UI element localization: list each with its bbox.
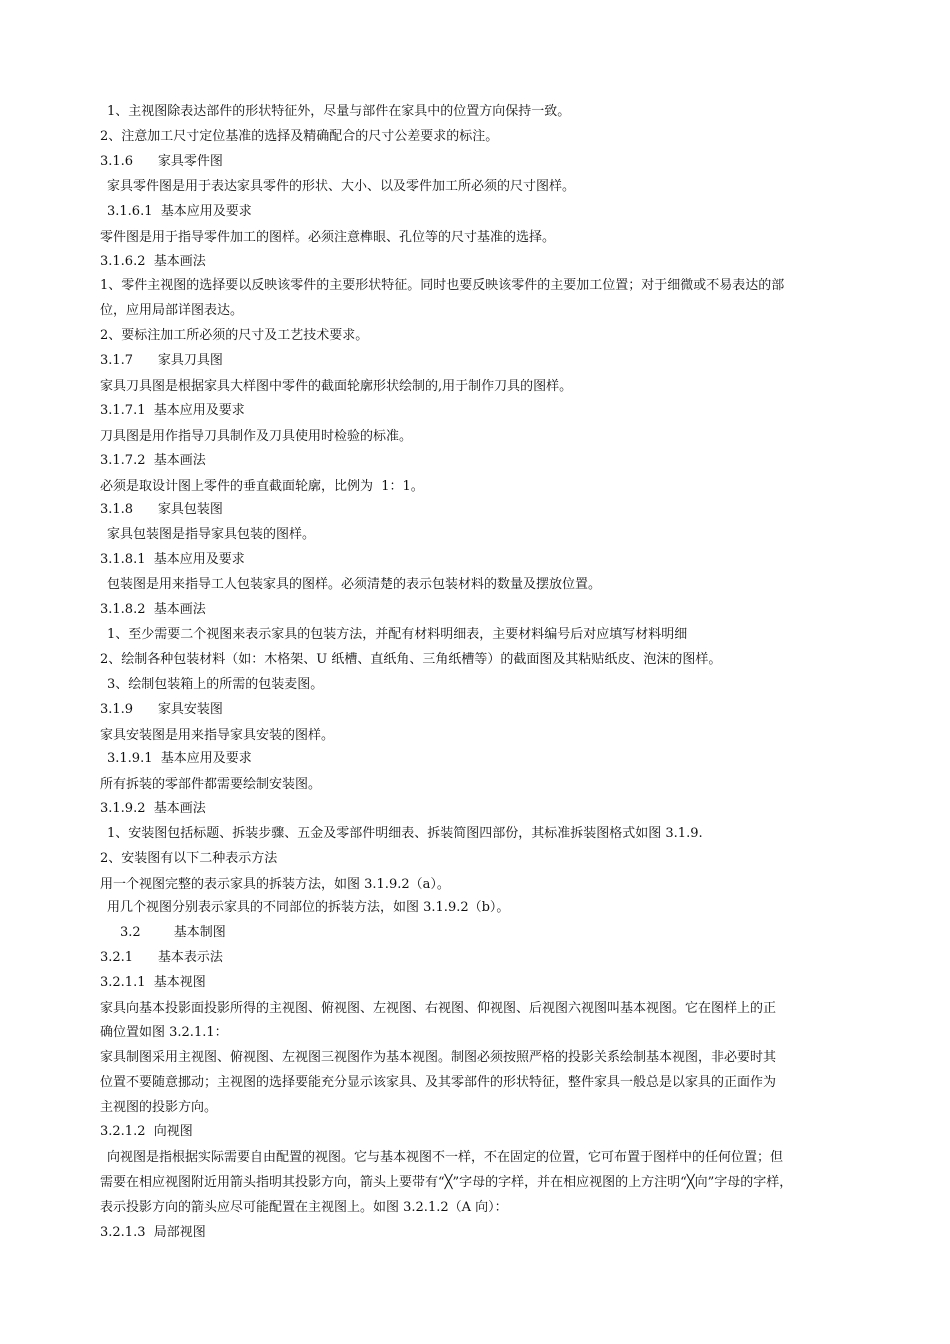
section-heading bbox=[0, 700, 950, 720]
line-text: 3、绘制包装箱上的所需的包装麦图。 bbox=[107, 677, 324, 692]
subsection-heading bbox=[0, 202, 950, 222]
subsection-heading bbox=[0, 1223, 950, 1243]
line-text: 位，应用局部详图表达。 bbox=[100, 303, 244, 318]
line-text: 3.1.6.2 基本画法 bbox=[100, 254, 206, 269]
subsection-heading bbox=[0, 749, 950, 769]
text-line bbox=[0, 1023, 950, 1043]
line-text: 3.1.6 家具零件图 bbox=[100, 154, 223, 169]
text-line bbox=[0, 1173, 950, 1193]
text-line bbox=[0, 824, 950, 844]
subsection-heading bbox=[0, 973, 950, 993]
text-line bbox=[0, 525, 950, 545]
text-line bbox=[0, 228, 950, 248]
line-text: 3.1.8.2 基本画法 bbox=[100, 602, 206, 617]
line-text: 刀具图是用作指导刀具制作及刀具使用时检验的标准。 bbox=[100, 429, 413, 444]
line-text: 1、主视图除表达部件的形状特征外，尽量与部件在家具中的位置方向保持一致。 bbox=[107, 104, 571, 119]
line-text: 3.1.8.1 基本应用及要求 bbox=[100, 552, 245, 567]
subsection-heading bbox=[0, 550, 950, 570]
text-line bbox=[0, 127, 950, 147]
line-text: 家具刀具图是根据家具大样图中零件的截面轮廓形状绘制的,用于制作刀具的图样。 bbox=[100, 379, 573, 394]
line-text: 家具制图采用主视图、俯视图、左视图三视图作为基本视图。制图必须按照严格的投影关系绘制基本视图，非必要时其 bbox=[100, 1050, 777, 1065]
line-text: 用几个视图分别表示家具的不同部位的拆装方法，如图 3.1.9.2（b）。 bbox=[107, 900, 510, 915]
text-line bbox=[0, 427, 950, 447]
text-line bbox=[0, 575, 950, 595]
line-text: 表示投影方向的箭头应尽可能配置在主视图上。如图 3.2.1.2（A 向）： bbox=[100, 1200, 508, 1215]
subsection-heading bbox=[0, 1122, 950, 1142]
text-line bbox=[0, 326, 950, 346]
section-heading bbox=[0, 152, 950, 172]
line-text: 家具包装图是指导家具包装的图样。 bbox=[107, 527, 316, 542]
line-text: 3.1.9 家具安装图 bbox=[100, 702, 223, 717]
text-line bbox=[0, 999, 950, 1019]
line-text: 需要在相应视图附近用箭头指明其投影方向，箭头上要带有“╳”字母的字样，并在相应视图的上方注明“╳向”字母的字样， bbox=[100, 1175, 793, 1190]
subsection-heading bbox=[0, 600, 950, 620]
section-heading bbox=[0, 500, 950, 520]
text-line bbox=[0, 775, 950, 795]
section-heading bbox=[0, 923, 950, 943]
text-line bbox=[0, 849, 950, 869]
line-text: 3.1.6.1 基本应用及要求 bbox=[107, 204, 252, 219]
text-line bbox=[0, 675, 950, 695]
line-text: 家具零件图是用于表达家具零件的形状、大小、以及零件加工所必须的尺寸图样。 bbox=[107, 179, 576, 194]
line-text: 2、注意加工尺寸定位基准的选择及精确配合的尺寸公差要求的标注。 bbox=[100, 129, 499, 144]
text-line bbox=[0, 1148, 950, 1168]
line-text: 3.1.7.2 基本画法 bbox=[100, 453, 206, 468]
line-text: 1、安装图包括标题、拆装步骤、五金及零部件明细表、拆装简图四部份，其标准拆装图格式如图 3.1.9. bbox=[107, 826, 703, 841]
line-text: 所有拆装的零部件都需要绘制安装图。 bbox=[100, 777, 322, 792]
line-text: 零件图是用于指导零件加工的图样。必须注意榫眼、孔位等的尺寸基准的选择。 bbox=[100, 230, 556, 245]
line-text: 3.1.7 家具刀具图 bbox=[100, 353, 223, 368]
text-line bbox=[0, 276, 950, 296]
line-text: 2、绘制各种包装材料（如：木格架、U 纸槽、直纸角、三角纸槽等）的截面图及其粘贴纸皮、泡沫的图样。 bbox=[100, 652, 722, 667]
text-line bbox=[0, 1073, 950, 1093]
line-text: 1、零件主视图的选择要以反映该零件的主要形状特征。同时也要反映该零件的主要加工位置；对于细微或不易表达的部 bbox=[100, 278, 785, 293]
line-text: 3.2.1.2 向视图 bbox=[100, 1124, 193, 1139]
line-text: 用一个视图完整的表示家具的拆装方法，如图 3.1.9.2（a）。 bbox=[100, 877, 450, 892]
line-text: 向视图是指根据实际需要自由配置的视图。它与基本视图不一样，不在固定的位置，它可布置于图样中的任何位置；但 bbox=[107, 1150, 784, 1165]
line-text: 3.2.1.3 局部视图 bbox=[100, 1225, 206, 1240]
subsection-heading bbox=[0, 799, 950, 819]
line-text: 2、安装图有以下二种表示方法 bbox=[100, 851, 278, 866]
text-line bbox=[0, 477, 950, 497]
text-line bbox=[0, 875, 950, 895]
line-text: 家具安装图是用来指导家具安装的图样。 bbox=[100, 728, 335, 743]
subsection-heading bbox=[0, 401, 950, 421]
text-line bbox=[0, 1198, 950, 1218]
text-line bbox=[0, 898, 950, 918]
line-text: 1、至少需要二个视图来表示家具的包装方法，并配有材料明细表，主要材料编号后对应填写材料明细 bbox=[107, 627, 688, 642]
line-text: 3.2.1.1 基本视图 bbox=[100, 975, 206, 990]
section-heading bbox=[0, 948, 950, 968]
subsection-heading bbox=[0, 451, 950, 471]
text-line bbox=[0, 377, 950, 397]
line-text: 3.1.9.1 基本应用及要求 bbox=[107, 751, 252, 766]
line-text: 3.1.8 家具包装图 bbox=[100, 502, 223, 517]
line-text: 确位置如图 3.2.1.1： bbox=[100, 1025, 228, 1040]
line-text: 位置不要随意挪动；主视图的选择要能充分显示该家具、及其零部件的形状特征，整件家具一般总是以家具的正面作为 bbox=[100, 1075, 777, 1090]
line-text: 包装图是用来指导工人包装家具的图样。必须清楚的表示包装材料的数量及摆放位置。 bbox=[107, 577, 602, 592]
text-line bbox=[0, 1048, 950, 1068]
line-text: 必须是取设计图上零件的垂直截面轮廓，比例为 1：1。 bbox=[100, 479, 424, 494]
text-line bbox=[0, 726, 950, 746]
subsection-heading bbox=[0, 252, 950, 272]
text-line bbox=[0, 625, 950, 645]
section-heading bbox=[0, 351, 950, 371]
text-line bbox=[0, 650, 950, 670]
line-text: 3.1.9.2 基本画法 bbox=[100, 801, 206, 816]
line-text: 3.1.7.1 基本应用及要求 bbox=[100, 403, 245, 418]
line-text: 主视图的投影方向。 bbox=[100, 1100, 218, 1115]
line-text: 3.2 基本制图 bbox=[120, 925, 226, 940]
line-text: 2、要标注加工所必须的尺寸及工艺技术要求。 bbox=[100, 328, 369, 343]
text-line bbox=[0, 1098, 950, 1118]
text-line bbox=[0, 301, 950, 321]
line-text: 3.2.1 基本表示法 bbox=[100, 950, 223, 965]
text-line bbox=[0, 102, 950, 122]
text-line bbox=[0, 177, 950, 197]
line-text: 家具向基本投影面投影所得的主视图、俯视图、左视图、右视图、仰视图、后视图六视图叫基本视图。它在图样上的正 bbox=[100, 1001, 777, 1016]
